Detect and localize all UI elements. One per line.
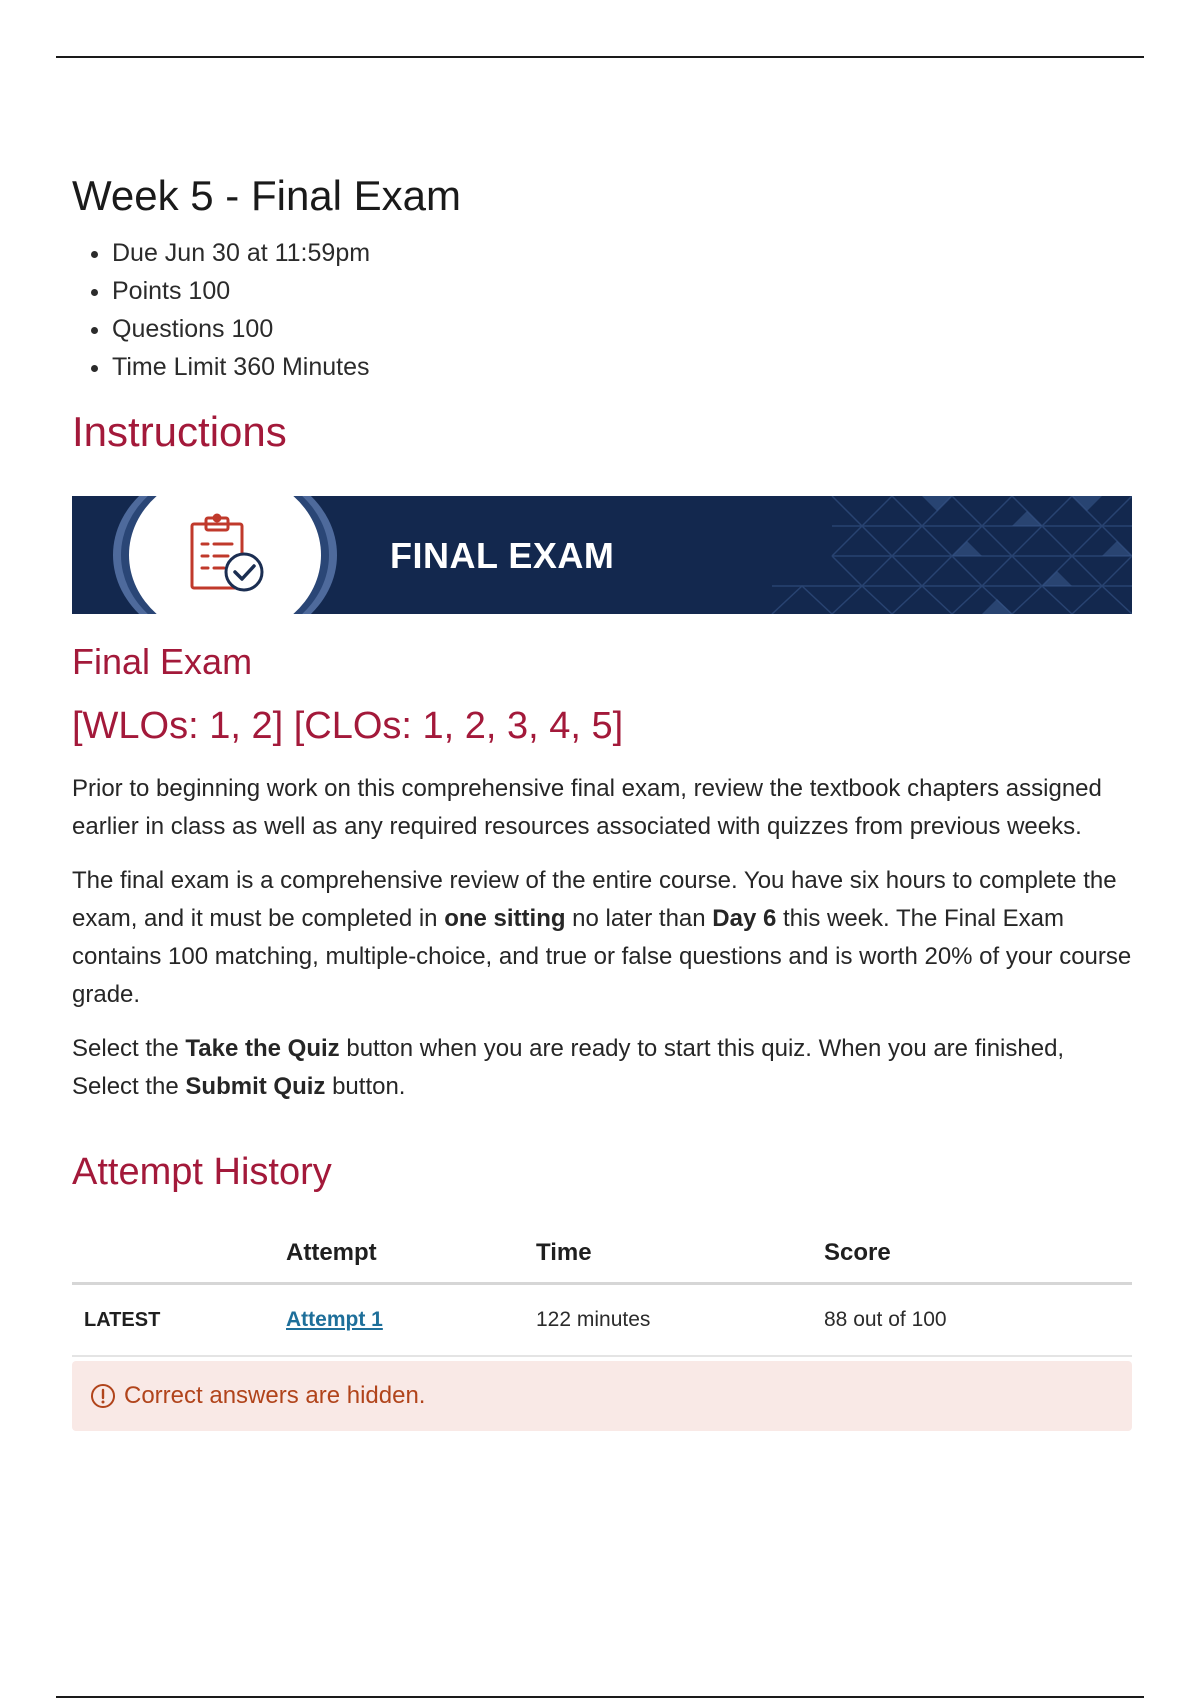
quiz-meta-list — [72, 234, 1132, 386]
notice-text: Correct answers are hidden. — [124, 1382, 426, 1409]
text-span: Select the — [72, 1035, 186, 1062]
bottom-rule — [56, 1696, 1144, 1698]
header-score: Score — [824, 1239, 891, 1266]
text-span: no later than — [565, 905, 713, 932]
clipboard-check-icon — [184, 512, 270, 598]
instructions-paragraph-review: Prior to beginning work on this comprehensive final exam, review the textbook chapters assigned earlier in class as well as any required resources associated with quizzes from previous weeks. — [72, 775, 1102, 840]
meta-time-limit: • Time Limit 360 Minutes — [112, 348, 1132, 386]
header-time: Time — [536, 1239, 592, 1266]
instructions-paragraph-overview — [72, 862, 1132, 1014]
text-span: this week. The Final Exam contains 100 matching, multiple-choice, and true or false questions and is worth 20% of your course grade. — [72, 905, 1132, 1008]
page-title: Week 5 - Final Exam — [72, 172, 462, 219]
emphasis-submit-quiz: Submit Quiz — [185, 1073, 326, 1100]
emphasis-one-sitting: one sitting — [444, 905, 566, 932]
table-header-row — [72, 1224, 1132, 1285]
quiz-content — [72, 168, 1132, 1431]
final-exam-banner — [72, 496, 1132, 614]
text-span: button when you are ready to start this quiz. When you are finished, Select the — [72, 1035, 1065, 1100]
text-span: The final exam is a comprehensive review of the entire course. You have six hours to complete the exam, and it must be completed in — [72, 867, 1117, 932]
meta-points: • Points 100 — [112, 272, 1132, 310]
latest-label: LATEST — [84, 1308, 161, 1331]
attempt-history-table — [72, 1224, 1132, 1357]
learning-outcomes: [WLOs: 1, 2] [CLOs: 1, 2, 3, 4, 5] — [72, 705, 624, 747]
banner-title: FINAL EXAM — [390, 535, 615, 576]
attempt-1-link[interactable]: Attempt 1 — [286, 1308, 383, 1331]
top-rule — [56, 56, 1144, 58]
meta-due: • Due Jun 30 at 11:59pm — [112, 234, 1132, 272]
info-circle-icon — [90, 1383, 116, 1409]
emphasis-day-6: Day 6 — [712, 905, 777, 932]
score-cell: 88 out of 100 — [824, 1308, 947, 1331]
instructions-heading: Instructions — [72, 408, 287, 455]
meta-questions: • Questions 100 — [112, 310, 1132, 348]
emphasis-take-quiz: Take the Quiz — [185, 1035, 340, 1062]
attempt-history-heading: Attempt History — [72, 1151, 332, 1193]
header-attempt: Attempt — [286, 1239, 377, 1266]
text-span: button. — [325, 1073, 406, 1100]
instructions-paragraph-buttons — [72, 1030, 1132, 1106]
answers-hidden-notice — [72, 1361, 1132, 1431]
final-exam-subheading: Final Exam — [72, 641, 253, 682]
table-row — [72, 1285, 1132, 1357]
attempt-cell — [286, 1308, 536, 1332]
time-cell: 122 minutes — [536, 1308, 651, 1331]
